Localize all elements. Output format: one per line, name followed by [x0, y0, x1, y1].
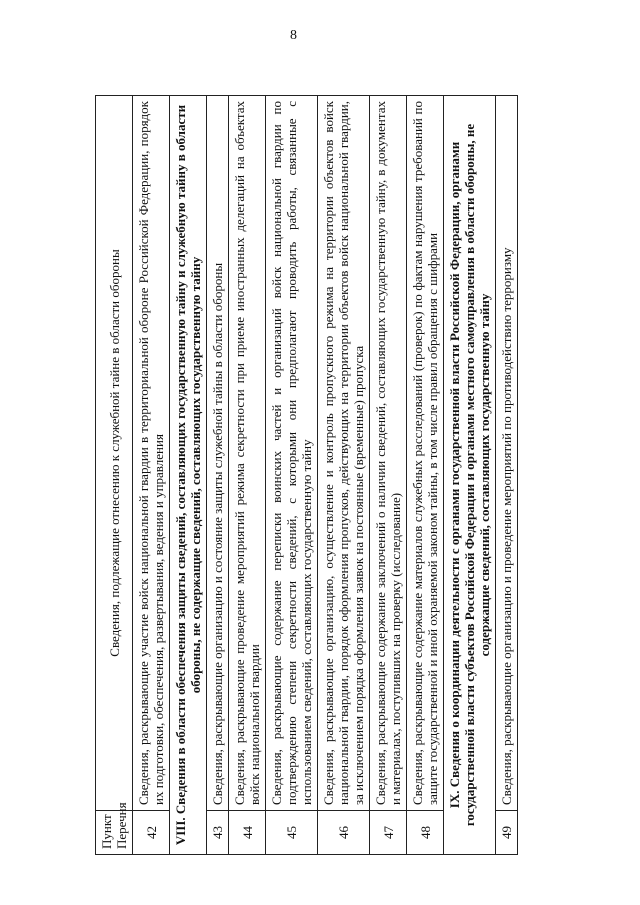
table-body	[133, 96, 518, 855]
item-number: 48	[407, 811, 444, 855]
header-item-number: Пункт Перечня	[96, 811, 133, 855]
item-text: Сведения, раскрывающие содержание материалов служебных расследований (проверок) по фактам нарушения требований по защите государственной и иной охраняемой законом тайны, в том числе правил обращения с шифрами	[407, 96, 444, 811]
section-row	[444, 96, 496, 855]
page-number: 8	[290, 28, 297, 43]
table-row	[370, 96, 407, 855]
item-number: 45	[266, 811, 318, 855]
table-row	[266, 96, 318, 855]
section-row	[170, 96, 207, 855]
table-row	[229, 96, 266, 855]
table-header-row	[96, 96, 133, 855]
section-heading: VIII. Сведения в области обеспечения защиты сведений, составляющих государственную тайну и служебную тайну в области обороны, не содержащие сведений, составляющих государственную тайну	[170, 96, 207, 855]
table-row	[318, 96, 370, 855]
section-heading: IX. Сведения о координации деятельности с органами государственной власти Российской Федерации, органами государственной власти субъектов Российской Федерации и органами местного самоуправления в области обороны, не содержащие сведений, составляющих государственную тайну	[444, 96, 496, 855]
item-text: Сведения, раскрывающие участие войск национальной гвардии в территориальной обороне Российской Федерации, порядок их подготовки, обеспечения, развертывания, ведения и управления	[133, 96, 170, 811]
classified-info-table	[95, 95, 518, 855]
table-row	[133, 96, 170, 855]
table-row	[207, 96, 229, 855]
table-row	[496, 96, 518, 855]
header-description: Сведения, подлежащие отнесению к служебной тайне в области обороны	[96, 96, 133, 811]
item-number: 49	[496, 811, 518, 855]
item-number: 47	[370, 811, 407, 855]
item-text: Сведения, раскрывающие организацию и состояние защиты служебной тайны в области обороны	[207, 96, 229, 811]
item-text: Сведения, раскрывающие организацию, осуществление и контроль пропускного режима на территории объектов войск национальной гвардии, порядок оформления пропусков, действующих на территории объектов войск национальной гвардии, за исключением порядка оформления заявок на постоянные (временные) пропуска	[318, 96, 370, 811]
item-number: 44	[229, 811, 266, 855]
rotated-table-sheet	[95, 95, 583, 855]
item-text: Сведения, раскрывающие организацию и проведение мероприятий по противодействию терроризму	[496, 96, 518, 811]
item-text: Сведения, раскрывающие проведение мероприятий режима секретности при приеме иностранных делегаций на объектах войск национальной гвардии	[229, 96, 266, 811]
item-number: 43	[207, 811, 229, 855]
item-number: 42	[133, 811, 170, 855]
item-text: Сведения, раскрывающие содержание переписки воинских частей и организаций войск национальной гвардии по подтверждению степени секретности сведений, с которыми они предполагают проводить работы, связанные с использованием сведений, составляющих государственную тайну	[266, 96, 318, 811]
table-row	[407, 96, 444, 855]
item-number: 46	[318, 811, 370, 855]
item-text: Сведения, раскрывающие содержание заключений о наличии сведений, составляющих государственную тайну, в документах и материалах, поступивших на проверку (исследование)	[370, 96, 407, 811]
